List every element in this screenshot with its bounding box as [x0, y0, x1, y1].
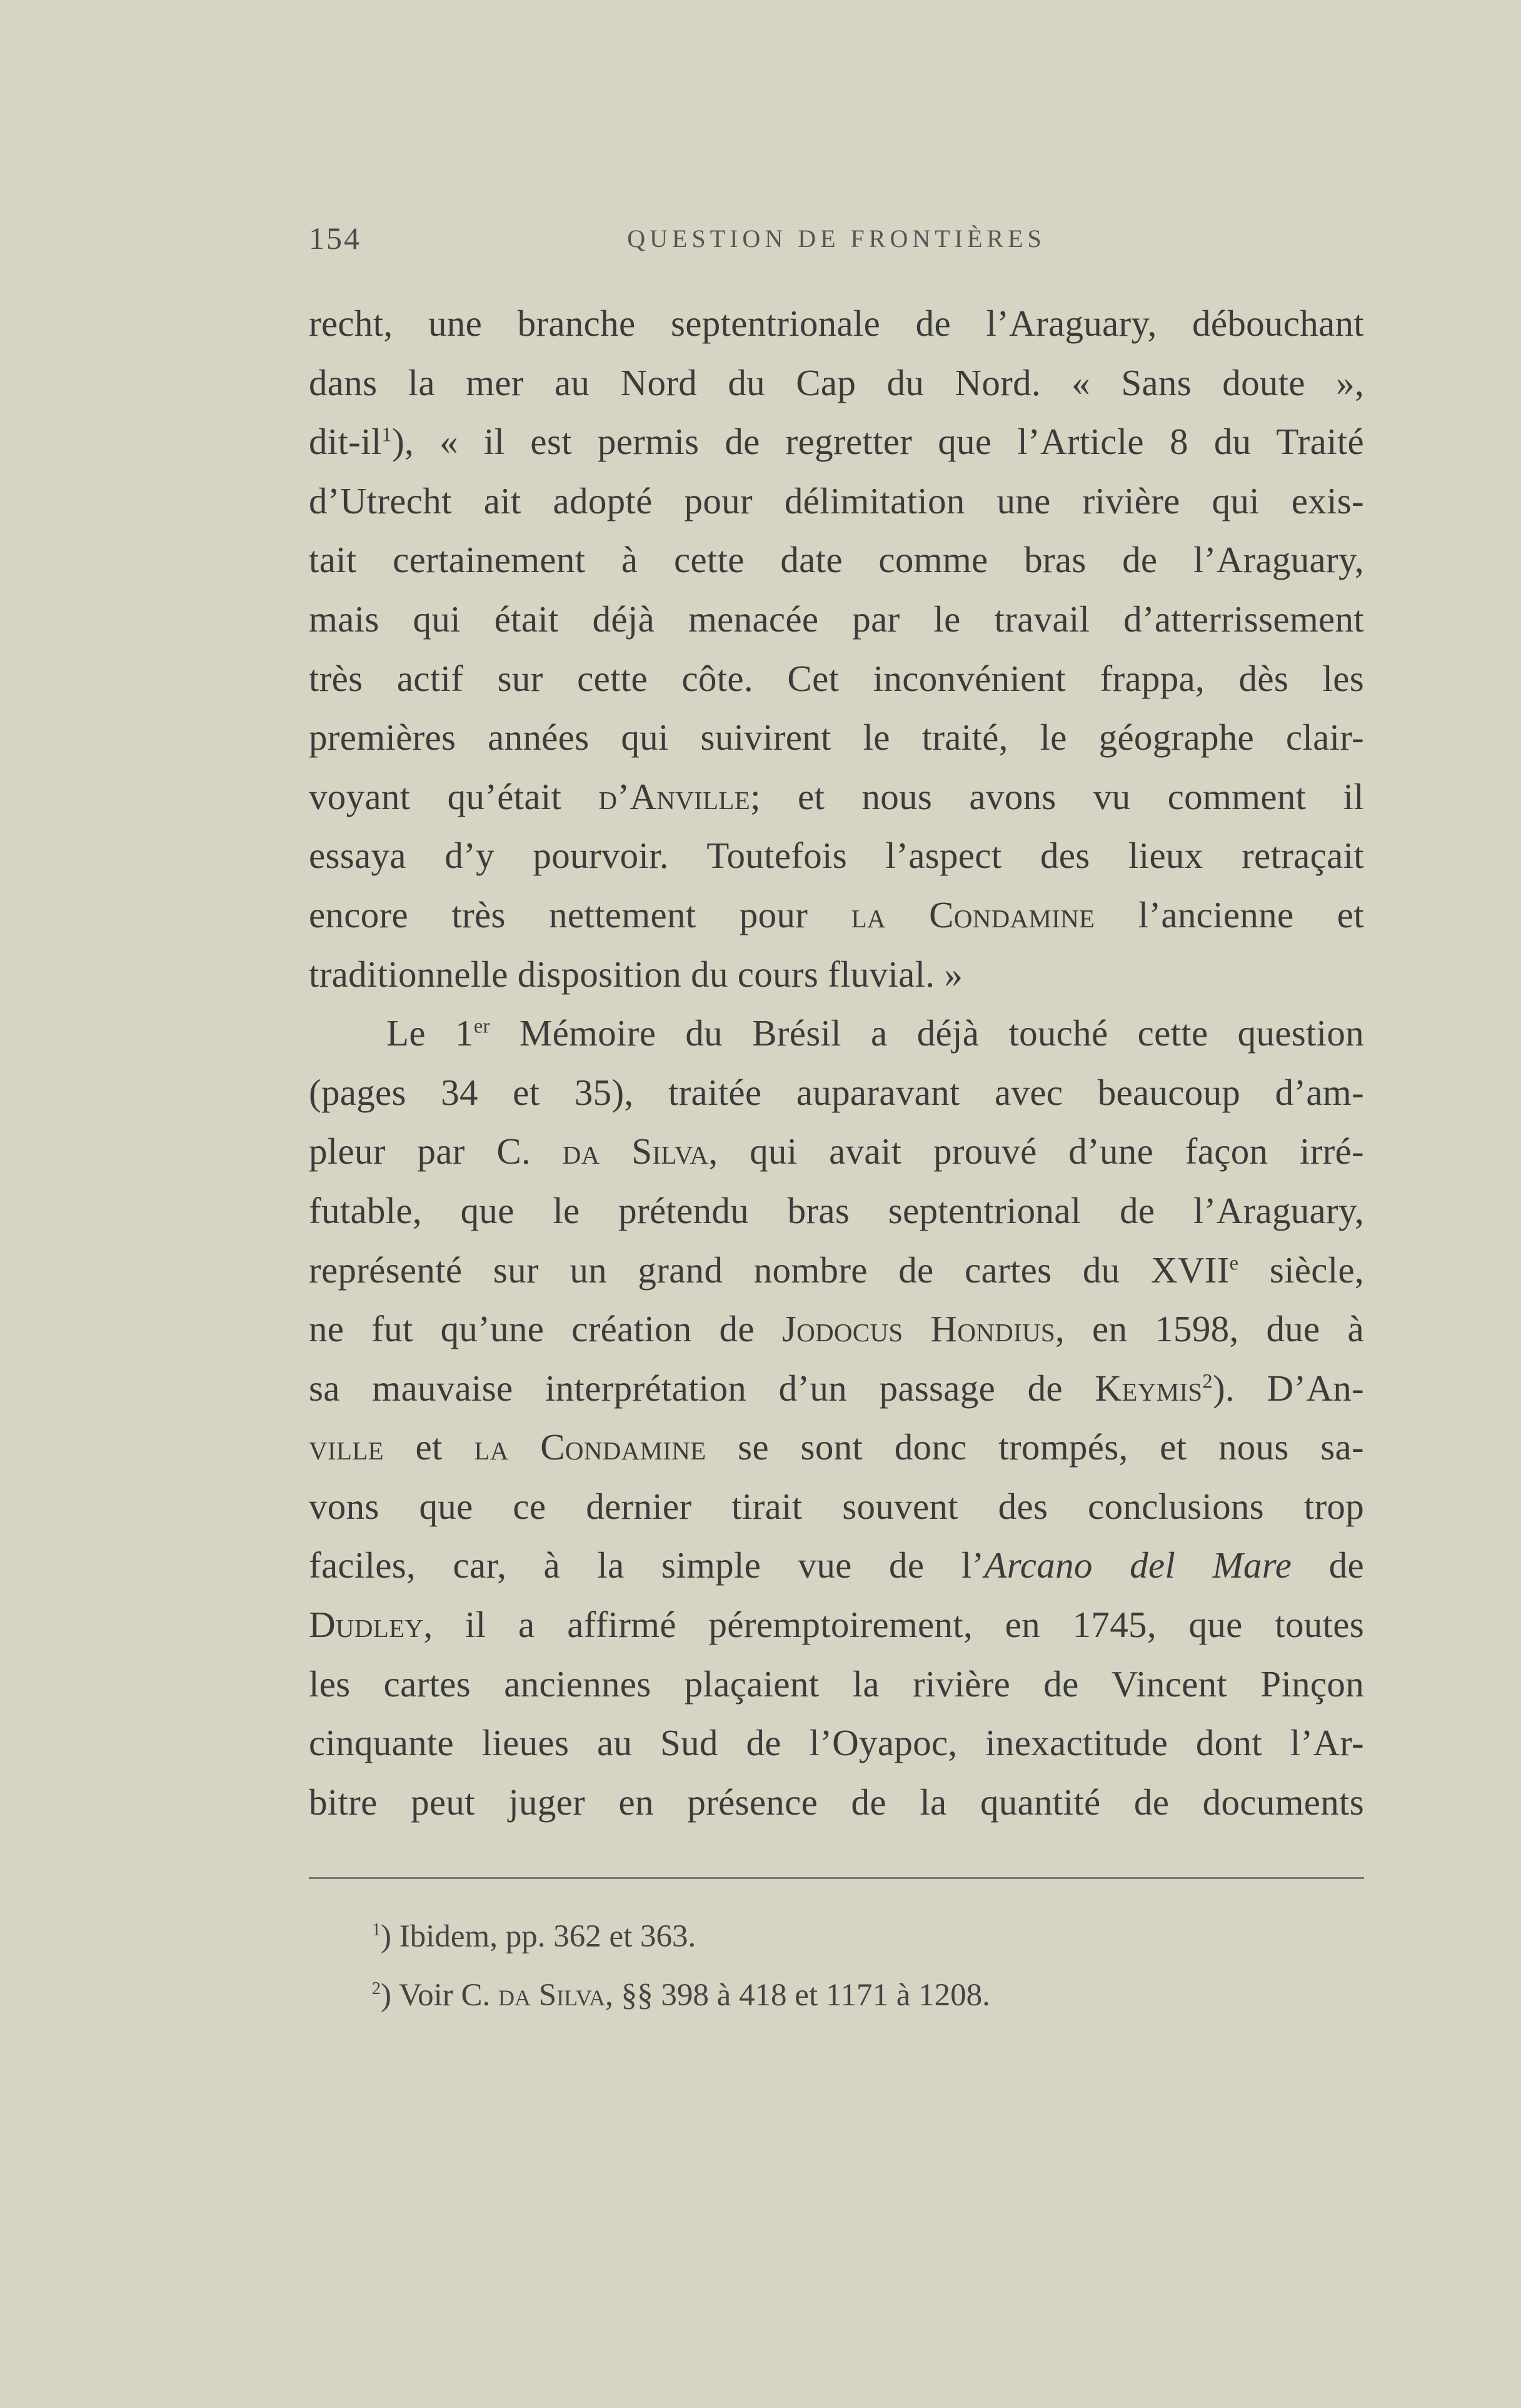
- text-line: traditionnelle disposition du cours fluvial. »: [309, 953, 963, 995]
- text-line: vons que ce dernier tirait souvent des conclusions trop: [309, 1485, 1364, 1527]
- text-line: les cartes anciennes plaçaient la rivière de Vincent Pinçon: [309, 1663, 1364, 1705]
- text-line: sa mauvaise interprétation d’un passage de Keymis$^2$). D’An-: [309, 1367, 1365, 1409]
- author-name: da Silva: [562, 1131, 709, 1172]
- text-line: futable, que le prétendu bras septentrional de l’Araguary,: [309, 1189, 1364, 1231]
- text-line: ne fut qu’une création de Jodocus Hondius, en 1598, due à: [309, 1308, 1364, 1350]
- footnote-ref: 1: [381, 423, 393, 446]
- text-line: ville et la Condamine se sont donc trompés, et nous sa-: [309, 1426, 1364, 1468]
- book-title: Arcano del Mare: [984, 1544, 1292, 1586]
- text-line: voyant qu’était d’Anville; et nous avons vu comment il: [309, 775, 1364, 817]
- text-line: Dudley, il a affirmé péremptoirement, en 1745, que toutes: [309, 1604, 1364, 1646]
- footnotes: [372, 1907, 1310, 2025]
- text-line: encore très nettement pour la Condamine l’ancienne et: [309, 894, 1364, 935]
- text-line: pleur par C. da Silva, qui avait prouvé d’une façon irré-: [309, 1131, 1364, 1172]
- text-line: premières années qui suivirent le traité, le géographe clair-: [309, 717, 1364, 758]
- body-text: [309, 294, 1364, 1831]
- text-line: d’Utrecht ait adopté pour délimitation une rivière qui exis-: [309, 480, 1364, 521]
- author-name: Dudley: [309, 1604, 424, 1646]
- author-name: da Silva: [498, 1978, 606, 2013]
- text-line: représenté sur un grand nombre de cartes du XVIIe siècle,: [309, 1249, 1364, 1291]
- page-number: 154: [309, 221, 361, 256]
- text-line: recht, une branche septentrionale de l’Araguary, débouchant: [309, 303, 1364, 344]
- text-line: dit-$il^1$), « il est permis de regretter que l’Article 8 du Traité: [309, 421, 1364, 463]
- text-line: dans la mer au Nord du Cap du Nord. « Sans doute »,: [309, 361, 1364, 403]
- text-line: (pages 34 et 35), traitée auparavant avec beaucoup d’am-: [309, 1071, 1364, 1113]
- author-name: Jodocus Hondius: [781, 1308, 1056, 1350]
- paragraph-start: Le 1er Mémoire du Brésil a déjà touché cette question: [386, 1012, 1364, 1054]
- text-line: cinquante lieues au Sud de l’Oyapoc, inexactitude dont l’Ar-: [309, 1722, 1364, 1764]
- footnote-ref: 2: [1202, 1370, 1213, 1393]
- author-name: la Condamine: [474, 1426, 706, 1468]
- text-line: essaya d’y pourvoir. Toutefois l’aspect des lieux retraçait: [309, 835, 1364, 877]
- footnote-divider: [309, 1877, 1364, 1879]
- footnote: $^1$) Ibidem, pp. 362 et 363.: [372, 1919, 696, 1954]
- author-name: Keymis: [1095, 1367, 1203, 1409]
- text-line: faciles, car, à la simple vue de l’Arcano del Mare de: [309, 1544, 1364, 1586]
- running-title: QUESTION DE FRONTIÈRES: [627, 224, 1046, 253]
- author-name: d’Anville: [598, 775, 751, 817]
- page-header: [309, 220, 1364, 264]
- text-line: très actif sur cette côte. Cet inconvénient frappa, dès les: [309, 657, 1364, 699]
- text-line: tait certainement à cette date comme bras de l’Araguary,: [309, 539, 1364, 581]
- author-name: la Condamine: [851, 894, 1095, 935]
- footnote: $^2$) Voir C. da Silva, §§ 398 à 418 et 1171 à 1208.: [372, 1978, 990, 2013]
- text-line: mais qui était déjà menacée par le travail d’atterrissement: [309, 598, 1364, 640]
- text-line: bitre peut juger en présence de la quantité de documents: [309, 1781, 1364, 1823]
